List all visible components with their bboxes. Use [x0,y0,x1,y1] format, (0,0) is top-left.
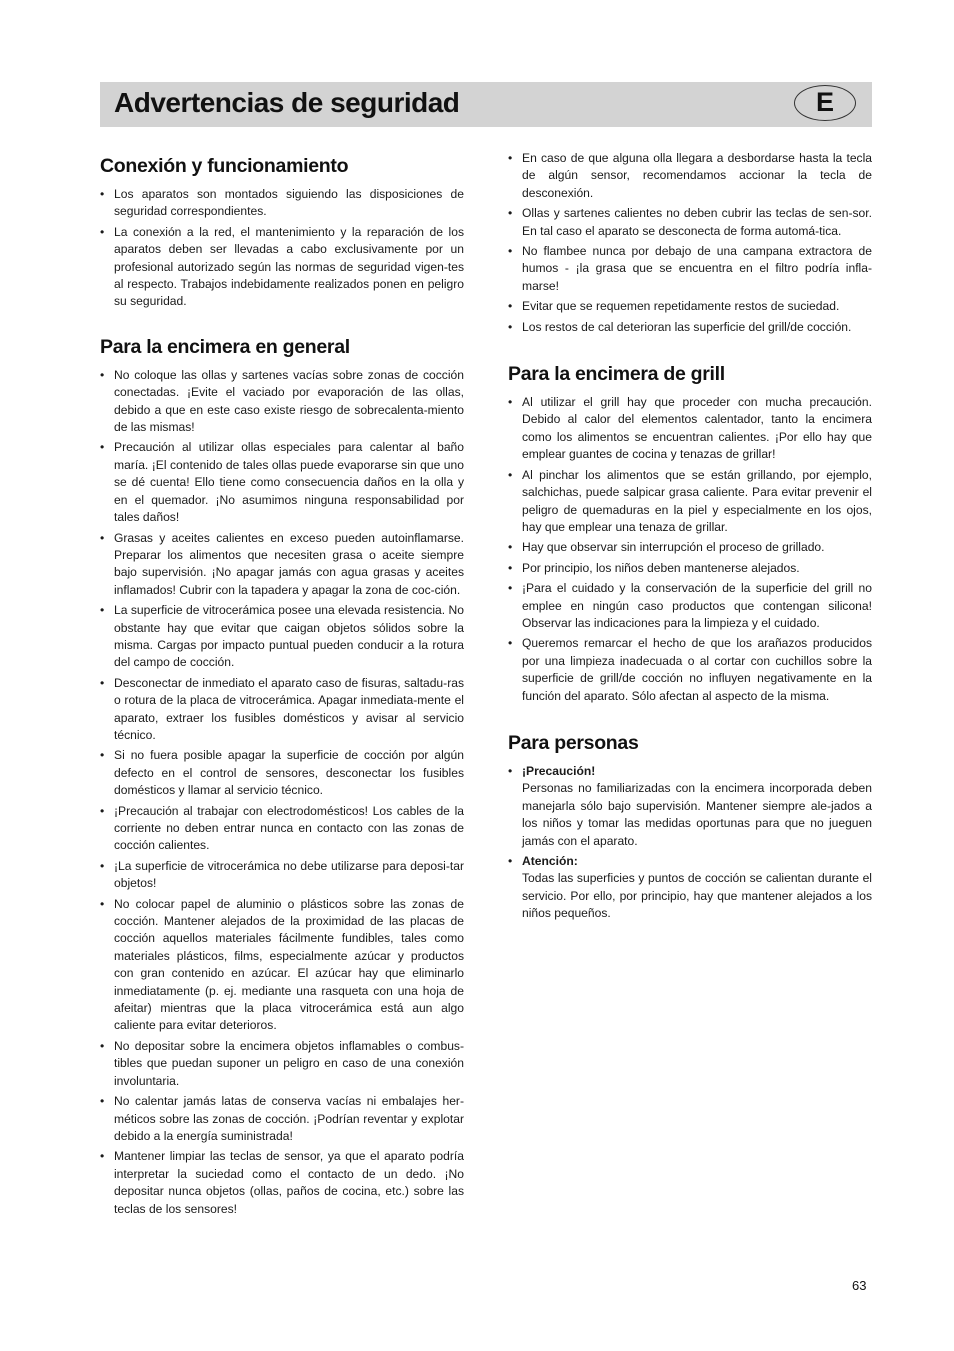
list-item: • Si no fuera posible apagar la superficie de cocción por algún defecto en el control de sensores, desconectar los fusibles domésticos y llamar al servicio técnico. [100,747,464,799]
list-item: • Mantener limpiar las teclas de sensor, ya que el aparato podría interpretar la suciedad como el contacto de un dedo. ¡No depositar nunca objetos (ollas, paños de cocina, etc.) sobre las teclas de los sensores! [100,1148,464,1218]
list-item-atencion [508,853,872,923]
list-item-precaucion [508,763,872,850]
list-item: • Ollas y sartenes calientes no deben cubrir las teclas de sen-sor. En tal caso el aparato se desconecta de forma automá-tica. [508,205,872,240]
list-item: • Los restos de cal deterioran las superficie del grill/de cocción. [508,319,872,336]
list-grill [508,394,872,705]
header-bar [100,82,872,127]
list-item: • Por principio, los niños deben mantenerse alejados. [508,560,872,577]
item-label: • Atención: [522,854,578,868]
item-label: • ¡Precaución! [522,763,596,778]
item-text: Personas no familiarizadas con la encimera incorporada deben manejarla sólo bajo supervisión. Mantener siempre ale-jados a los niños y tomar las medidas oportunas para que no jueguen jamás con el aparato. [522,781,872,848]
list-item: • Al utilizar el grill hay que proceder con mucha precaución. Debido al calor del elementos calentador, tanto la encimera como los alimentos se encuentran calientes. ¡Por ello hay que emplear guantes de cocina y tenazas de grillar! [508,394,872,464]
list-item: • No coloque las ollas y sartenes vacías sobre zonas de cocción conectadas. ¡Evite el vaciado por evaporación de las ollas, debido a que en este caso existe riesgo de sobrecalenta-miento de las mismas! [100,367,464,437]
list-item: • ¡Precaución al trabajar con electrodomésticos! Los cables de la corriente no deben entrar nunca en contacto con las zonas de cocción calientes. [100,803,464,855]
list-encimera-general [100,367,464,1218]
section-title-personas: Para personas [508,731,639,754]
list-item: • Los aparatos son montados siguiendo las disposiciones de seguridad correspondientes. [100,186,464,221]
list-item: • La superficie de vitrocerámica posee una elevada resistencia. No obstante hay que evitar que caigan objetos sólidos sobre la misma. Cargas por impacto puntual pueden conducir a la rotura del campo de cocción. [100,602,464,672]
list-item: • Queremos remarcar el hecho de que los arañazos producidos por una limpieza inadecuada o al cortar con cuchillos sobre la superficie de grill/de cocción no influyen negativamente en la función del aparato. Sólo afectan al aspecto de la misma. [508,635,872,705]
item-text: Todas las superficies y puntos de cocción se calientan durante el servicio. Por ello, por principio, hay que mantener alejados a los niños pequeños. [522,871,872,921]
section-title-grill: Para la encimera de grill [508,363,725,386]
list-item: • Grasas y aceites calientes en exceso pueden autoinflamarse. Preparar los alimentos que necesiten grasa o aceite siempre bajo supervisión. ¡No apagar jamás con agua grasas y aceites inflamados! Cubrir con la tapadera y apagar la zona de coc-ción. [100,530,464,600]
page-number: 63 [852,1278,867,1293]
list-item: • No flambee nunca por debajo de una campana extractora de humos - ¡la grasa que se encuentra en el filtro podría infla-marse! [508,243,872,295]
list-item: • ¡Para el cuidado y la conservación de la superficie del grill no emplee en ningún caso productos que contengan silicona! Observar las indicaciones para la limpieza y el cuidado. [508,580,872,632]
list-item: • Evitar que se requemen repetidamente restos de suciedad. [508,298,872,315]
left-column [100,155,464,1221]
list-personas [508,763,872,923]
list-item: • No calentar jamás latas de conserva vacías ni embalajes her-méticos sobre las zonas de cocción. ¡Podrían reventar y explotar debido a la energía suministrada! [100,1093,464,1145]
list-item: • Desconectar de inmediato el aparato caso de fisuras, saltadu-ras o rotura de la placa de vitrocerámica. Apagar inmediata-mente el aparato, extraer los fusibles domésticos y avisar al servicio técnico. [100,675,464,745]
right-column [508,150,872,926]
section-title-conexion: Conexión y funcionamiento [100,155,349,177]
list-item: • La conexión a la red, el mantenimiento y la reparación de los aparatos deben ser llevadas a cabo exclusivamente por un profesional autorizado según las normas de seguridad vigen-tes al respecto. Trabajos indebidamente realizados ponen en peligro su seguridad. [100,224,464,311]
section-title-encimera-general: Para la encimera en general [100,335,350,358]
list-item: • No depositar sobre la encimera objetos inflamables o combus-tibles que puedan suponer un peligro en caso de una conexión involuntaria. [100,1038,464,1090]
list-item: • No colocar papel de aluminio o plásticos sobre las zonas de cocción. Mantener alejados de la proximidad de las placas de cocción aquellos materiales fácilmente fundibles, tales como materiales plásticos, films, especialmente azúcar y productos con gran contenido en azúcar. El azúcar hay que eliminarlo inmediatamente (p. ej. mediante una rasqueta con una hoja de afeitar) mientras que la placa vitrocerámica está aun algo caliente para evitar deterioros. [100,896,464,1035]
list-conexion [100,186,464,311]
list-item: • Al pinchar los alimentos que se están grillando, por ejemplo, salchichas, puede salpicar grasa caliente. Para evitar prevenir el peligro de quemaduras en la piel y especialmente en los ojos, hay que emplear una tenaza de grillar. [508,467,872,537]
list-item: • En caso de que alguna olla llegara a desbordarse hasta la tecla de algún sensor, recomendamos accionar la tecla de desconexión. [508,150,872,202]
list-item: • Hay que observar sin interrupción el proceso de grillado. [508,539,872,556]
language-badge: E [794,85,856,121]
list-item: • ¡La superficie de vitrocerámica no debe utilizarse para deposi-tar objetos! [100,858,464,893]
page-title: Advertencias de seguridad [114,87,460,118]
list-continuacion [508,150,872,336]
list-item: • Precaución al utilizar ollas especiales para calentar al baño maría. ¡El contenido de tales ollas puede evaporarse sin que uno se dé cuenta! Ello tiene como consecuencia daños en la olla y en el quemador. ¡No asumimos ninguna responsabilidad por tales daños! [100,439,464,526]
